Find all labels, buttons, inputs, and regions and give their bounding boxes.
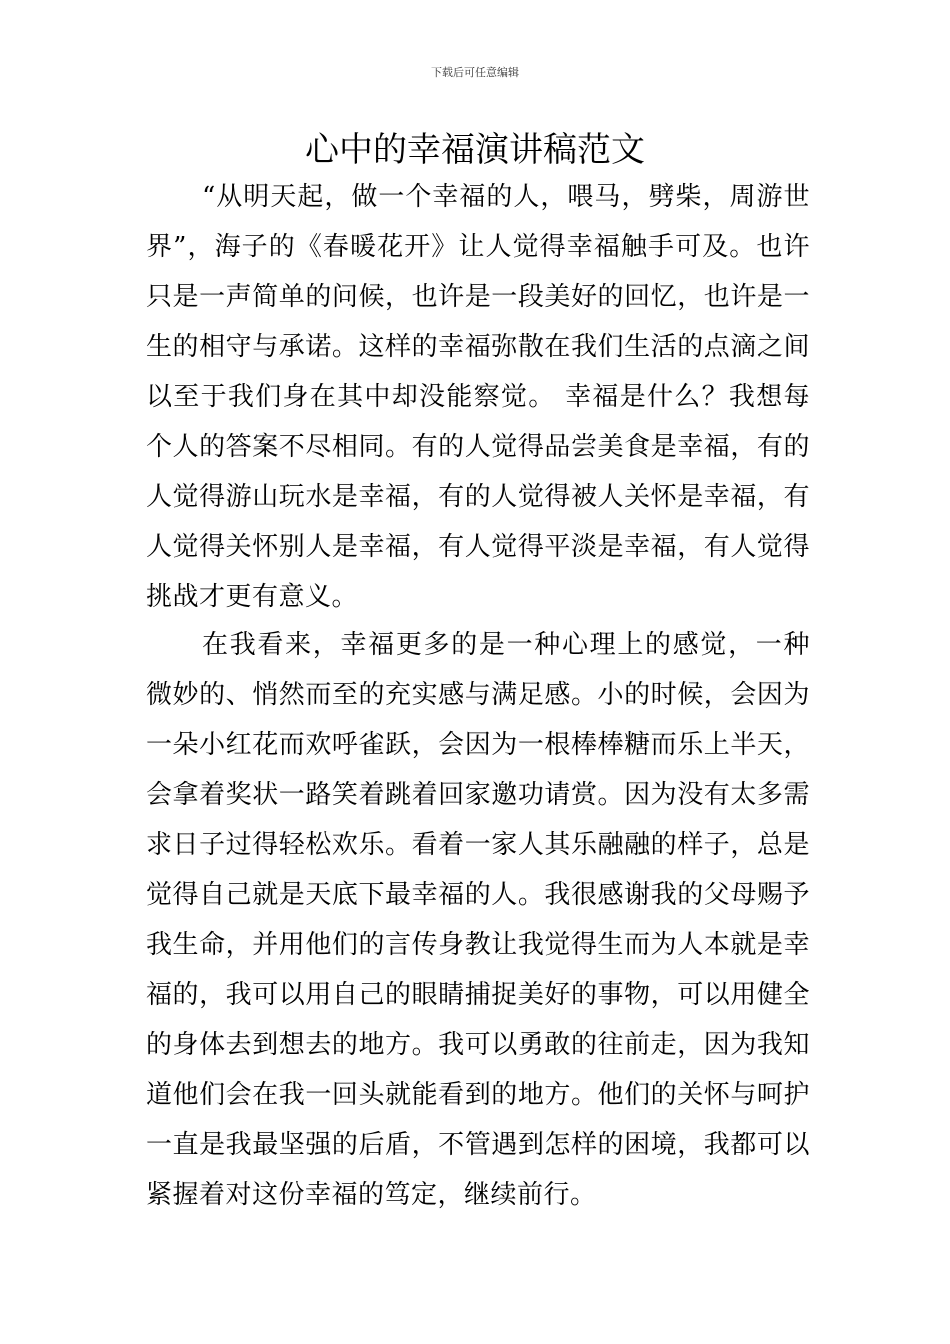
page-header-note: 下载后可任意编辑 [431, 66, 519, 79]
paragraph-1: “从明天起，做一个幸福的人，喂马，劈柴，周游世界”，海子的《春暖花开》让人觉得幸福触手可及。也许只是一声简单的问候，也许是一段美好的回忆，也许是一生的相守与承诺。这样的幸福弥散在我们生活的点滴之间以至于我们身在其中却没能察觉。 幸福是什么？我想每个人的答案不尽相同。有的人觉得品尝美食是幸福，有的人觉得游山玩水是幸福，有的人觉得被人关怀是幸福，有人觉得关怀别人是幸福，有人觉得平淡是幸福，有人觉得挑战才更有意义。 [146, 182, 810, 612]
paragraph-2: 在我看来，幸福更多的是一种心理上的感觉，一种微妙的、悄然而至的充实感与满足感。小的时候，会因为一朵小红花而欢呼雀跃，会因为一根棒棒糖而乐上半天，会拿着奖状一路笑着跳着回家邀功请赏。因为没有太多需求日子过得轻松欢乐。看着一家人其乐融融的样子，总是觉得自己就是天底下最幸福的人。我很感谢我的父母赐予我生命，并用他们的言传身教让我觉得生而为人本就是幸福的，我可以用自己的眼睛捕捉美好的事物，可以用健全的身体去到想去的地方。我可以勇敢的往前走，因为我知道他们会在我一回头就能看到的地方。他们的关怀与呵护一直是我最坚强的后盾，不管遇到怎样的困境，我都可以紧握着对这份幸福的笃定，继续前行。 [146, 630, 810, 1210]
document-title: 心中的幸福演讲稿范文 [305, 130, 645, 170]
